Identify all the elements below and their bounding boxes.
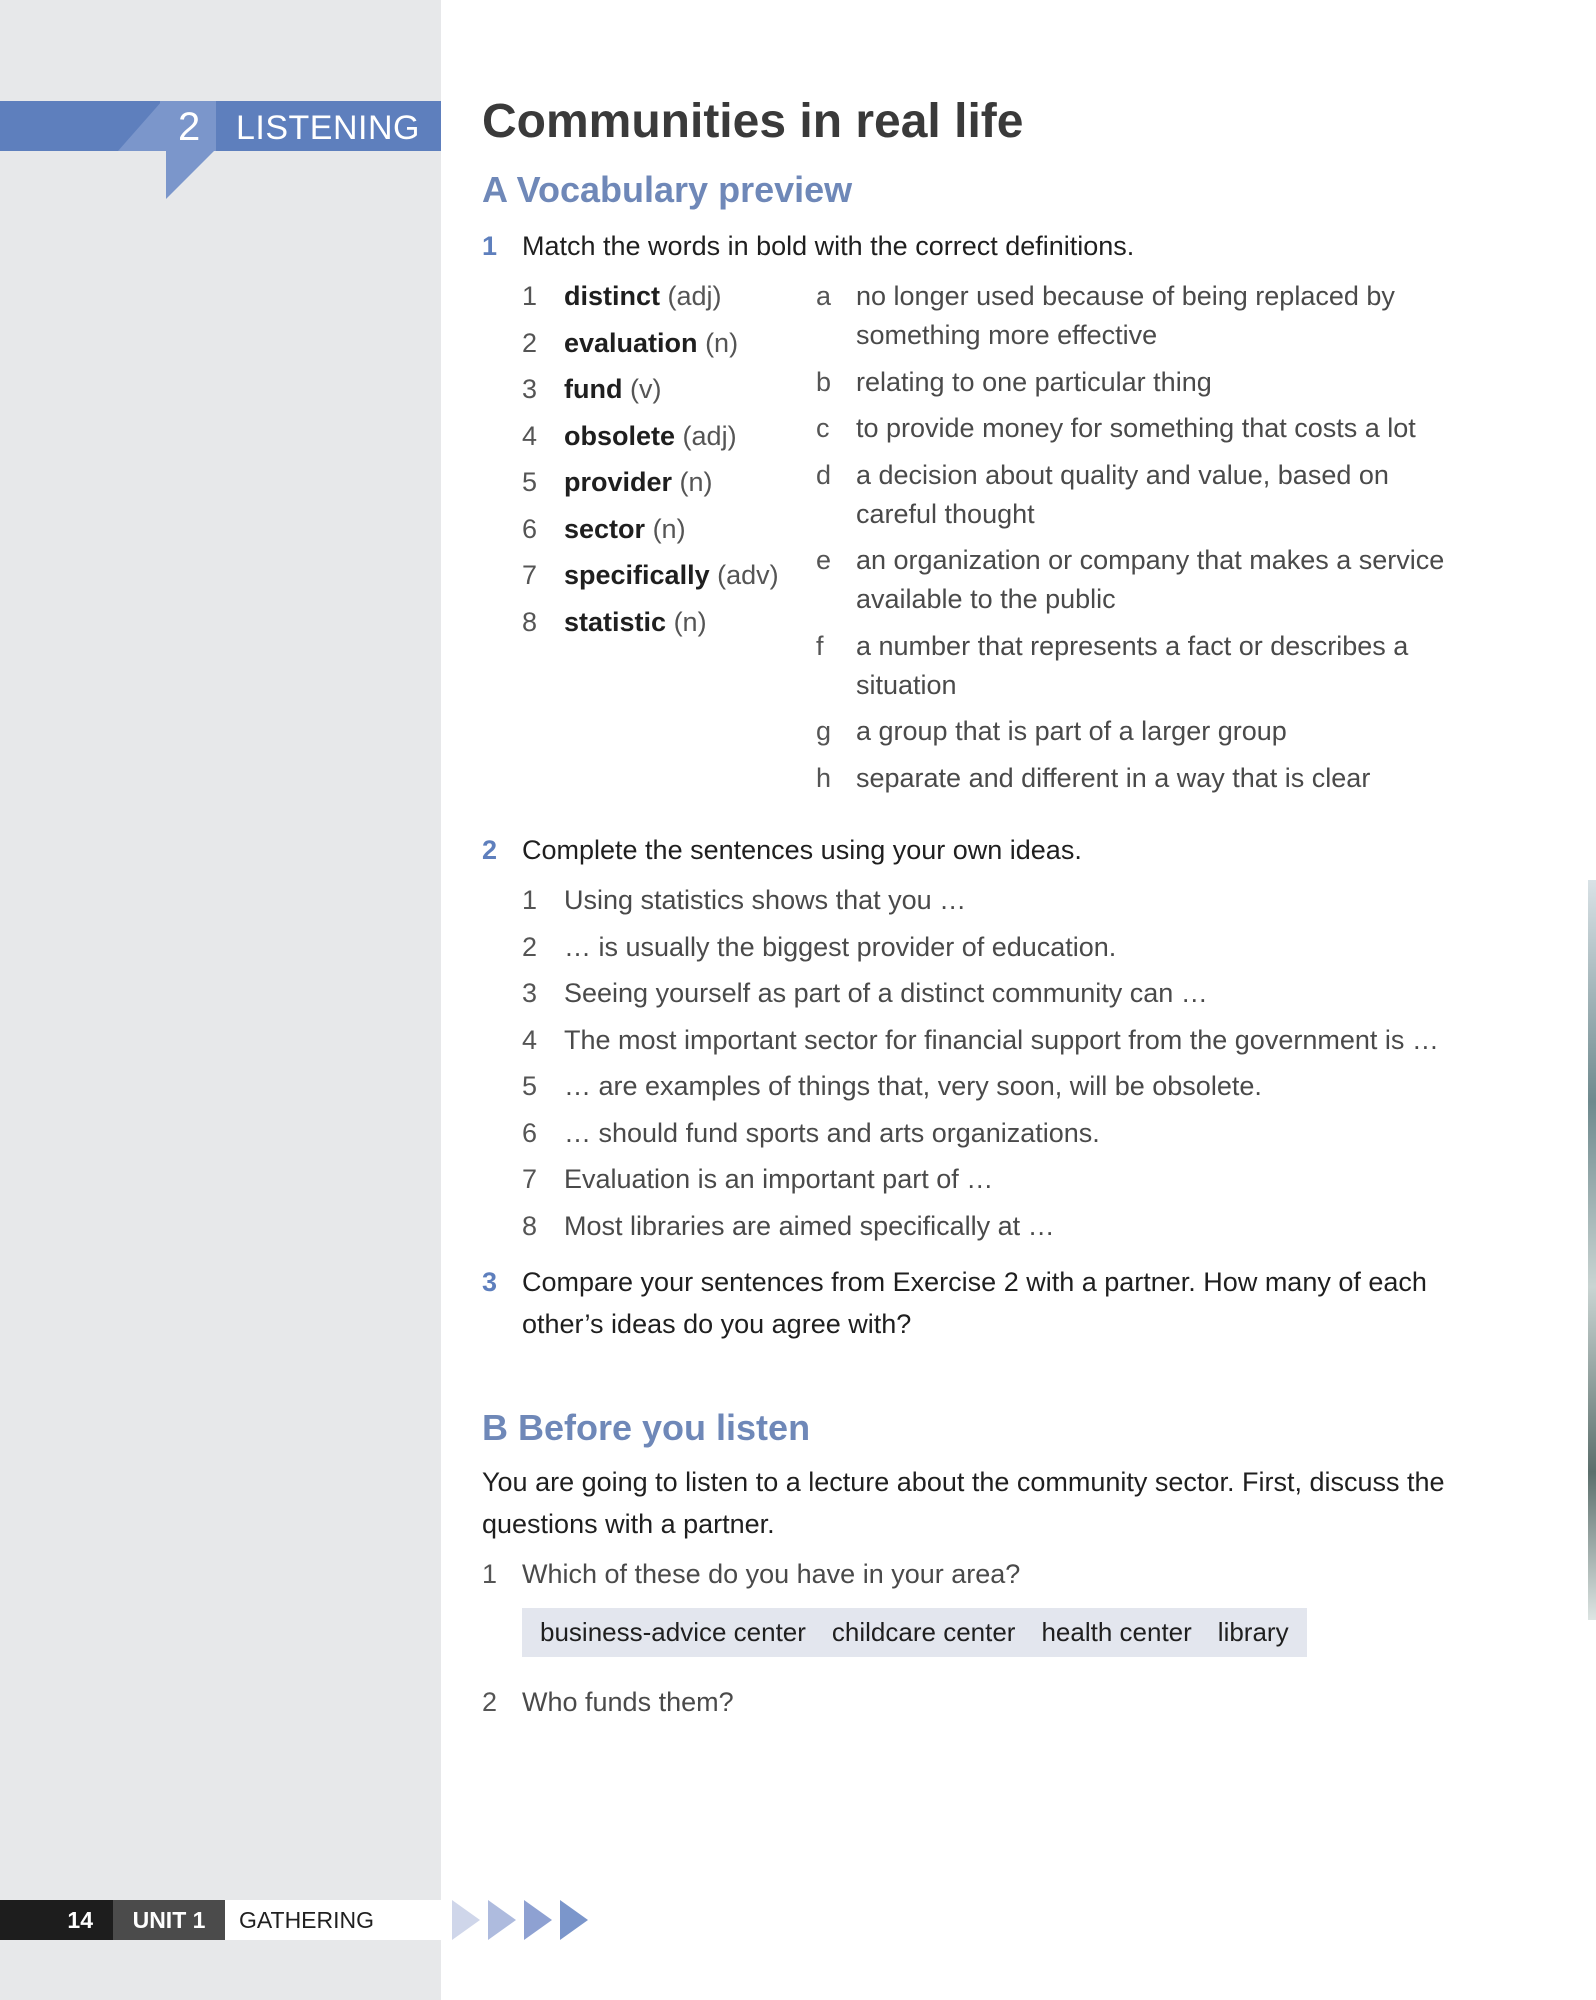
sentence-text: Evaluation is an important part of … xyxy=(564,1164,994,1194)
section-b-intro: You are going to listen to a lecture about the community sector. First, discuss the questions with a partner. xyxy=(482,1467,1445,1539)
definition-text: to provide money for something that costs a lot xyxy=(856,413,1416,443)
sentence-item xyxy=(482,1207,1572,1254)
definition-item xyxy=(816,456,1466,534)
sentence-number: 7 xyxy=(522,1164,538,1194)
facility-options-box xyxy=(522,1608,1307,1657)
option-health-center: health center xyxy=(1041,1617,1192,1647)
option-library: library xyxy=(1217,1617,1289,1647)
definition-text: a decision about quality and value, based on careful thought xyxy=(856,459,1389,529)
footer-chevron xyxy=(560,1900,588,1940)
definition-item xyxy=(816,409,1466,448)
vocab-word: provider xyxy=(564,467,673,497)
page-footer xyxy=(0,1900,600,1940)
definition-text: separate and different in a way that is clear xyxy=(856,762,1371,793)
question-item xyxy=(482,1683,1572,1722)
question-text: Who funds them? xyxy=(522,1687,734,1717)
part-of-speech: (n) xyxy=(673,606,707,637)
word-number: 7 xyxy=(522,560,538,590)
sentence-text: Most libraries are aimed specifically at … xyxy=(564,1210,1055,1241)
banner-wedge xyxy=(118,101,162,151)
option-childcare-center: childcare center xyxy=(831,1617,1016,1647)
page-title: Communities in real life xyxy=(482,95,1024,148)
option-business-advice-center: business-advice center xyxy=(540,1617,806,1647)
definition-letter: a xyxy=(816,281,832,311)
word-item xyxy=(482,556,802,603)
exercise-number: 2 xyxy=(482,835,498,865)
word-item xyxy=(482,324,802,371)
sentence-item xyxy=(482,1021,1572,1068)
vocab-word: obsolete xyxy=(564,420,676,451)
footer-chevron xyxy=(524,1900,552,1940)
question-text: Which of these do you have in your area? xyxy=(522,1559,1021,1589)
section-banner xyxy=(0,101,441,151)
definition-item xyxy=(816,712,1466,751)
question-number: 2 xyxy=(482,1687,498,1717)
sentence-item xyxy=(482,1160,1572,1207)
unit-name: GATHERING xyxy=(225,1900,445,1940)
section-a-heading: A Vocabulary preview xyxy=(482,169,853,210)
vocab-word: statistic xyxy=(564,606,667,637)
definition-item xyxy=(816,541,1466,619)
photo-edge xyxy=(1588,880,1596,1620)
vocabulary-matching xyxy=(482,277,1572,817)
definition-letter: b xyxy=(816,366,832,397)
sentence-number: 1 xyxy=(522,885,538,915)
instruction-text: Compare your sentences from Exercise 2 with a partner. How many of each other’s ideas do you agree with? xyxy=(522,1267,1427,1339)
side-panel xyxy=(0,0,441,2000)
sentence-text: … is usually the biggest provider of education. xyxy=(564,931,1117,962)
sentence-number: 5 xyxy=(522,1071,538,1101)
definition-item xyxy=(816,363,1466,402)
footer-chevron xyxy=(488,1900,516,1940)
word-number: 5 xyxy=(522,467,538,497)
definition-text: a group that is part of a larger group xyxy=(856,716,1287,746)
question-item xyxy=(482,1555,1572,1594)
definition-letter: h xyxy=(816,762,832,793)
banner-label: LISTENING xyxy=(236,109,420,147)
definition-text: a number that represents a fact or describes a situation xyxy=(856,630,1409,700)
sentence-number: 4 xyxy=(522,1024,538,1055)
part-of-speech: (adv) xyxy=(717,560,779,590)
sentence-number: 2 xyxy=(522,931,538,962)
instruction-text: Match the words in bold with the correct definitions. xyxy=(522,231,1135,261)
part-of-speech: (n) xyxy=(679,467,713,497)
vocab-word: distinct xyxy=(564,281,661,311)
word-item xyxy=(482,463,802,510)
vocab-word: fund xyxy=(564,374,623,404)
page-number: 14 xyxy=(0,1900,113,1940)
footer-chevron xyxy=(452,1900,480,1940)
sentence-number: 8 xyxy=(522,1210,538,1241)
sentence-text: … should fund sports and arts organizations. xyxy=(564,1117,1100,1148)
definition-letter: d xyxy=(816,459,832,490)
definition-text: no longer used because of being replaced by something more effective xyxy=(856,281,1395,350)
definition-letter: e xyxy=(816,545,832,575)
exercise-2-instruction xyxy=(482,829,1572,871)
word-number: 3 xyxy=(522,374,538,404)
sentence-item xyxy=(482,1114,1572,1161)
unit-label: UNIT 1 xyxy=(113,1900,225,1940)
definition-text: relating to one particular thing xyxy=(856,366,1212,397)
main-content xyxy=(482,94,1572,1722)
sentence-item xyxy=(482,881,1572,928)
sentence-text: Using statistics shows that you … xyxy=(564,885,967,915)
sentence-item xyxy=(482,1067,1572,1114)
sentence-number: 6 xyxy=(522,1117,538,1148)
part-of-speech: (v) xyxy=(630,374,662,404)
definition-item xyxy=(816,759,1466,798)
definition-letter: f xyxy=(816,630,824,661)
definition-text: an organization or company that makes a service available to the public xyxy=(856,545,1445,614)
word-list xyxy=(482,277,802,649)
sentence-text: … are examples of things that, very soon, will be obsolete. xyxy=(564,1071,1262,1101)
vocab-word: sector xyxy=(564,513,646,544)
word-item xyxy=(482,417,802,464)
definition-letter: g xyxy=(816,716,832,746)
word-item xyxy=(482,510,802,557)
word-number: 6 xyxy=(522,513,538,544)
sentence-number: 3 xyxy=(522,978,538,1008)
part-of-speech: (n) xyxy=(652,513,686,544)
part-of-speech: (n) xyxy=(705,327,739,358)
definition-list xyxy=(816,277,1466,805)
definition-letter: c xyxy=(816,413,830,443)
banner-tail xyxy=(166,151,214,199)
word-item xyxy=(482,370,802,417)
question-number: 1 xyxy=(482,1559,498,1589)
word-number: 4 xyxy=(522,420,538,451)
exercise-1-instruction xyxy=(482,225,1572,267)
part-of-speech: (adj) xyxy=(667,281,722,311)
sentence-item xyxy=(482,974,1572,1021)
instruction-text: Complete the sentences using your own ideas. xyxy=(522,835,1082,865)
banner-number: 2 xyxy=(178,105,201,149)
section-b-heading: B Before you listen xyxy=(482,1407,811,1448)
vocab-word: specifically xyxy=(564,560,710,590)
sentence-text: The most important sector for financial support from the government is … xyxy=(564,1024,1439,1055)
exercise-number: 1 xyxy=(482,231,498,261)
exercise-number: 3 xyxy=(482,1267,498,1297)
definition-item xyxy=(816,277,1466,355)
part-of-speech: (adj) xyxy=(682,420,737,451)
word-number: 1 xyxy=(522,281,538,311)
exercise-3-instruction xyxy=(482,1261,1462,1345)
sentence-text: Seeing yourself as part of a distinct community can … xyxy=(564,978,1208,1008)
sentence-item xyxy=(482,928,1572,975)
word-number: 2 xyxy=(522,327,538,358)
definition-item xyxy=(816,627,1466,705)
sentence-list xyxy=(482,881,1572,1253)
vocab-word: evaluation xyxy=(564,327,698,358)
word-number: 8 xyxy=(522,606,538,637)
word-item xyxy=(482,603,802,650)
word-item xyxy=(482,277,802,324)
